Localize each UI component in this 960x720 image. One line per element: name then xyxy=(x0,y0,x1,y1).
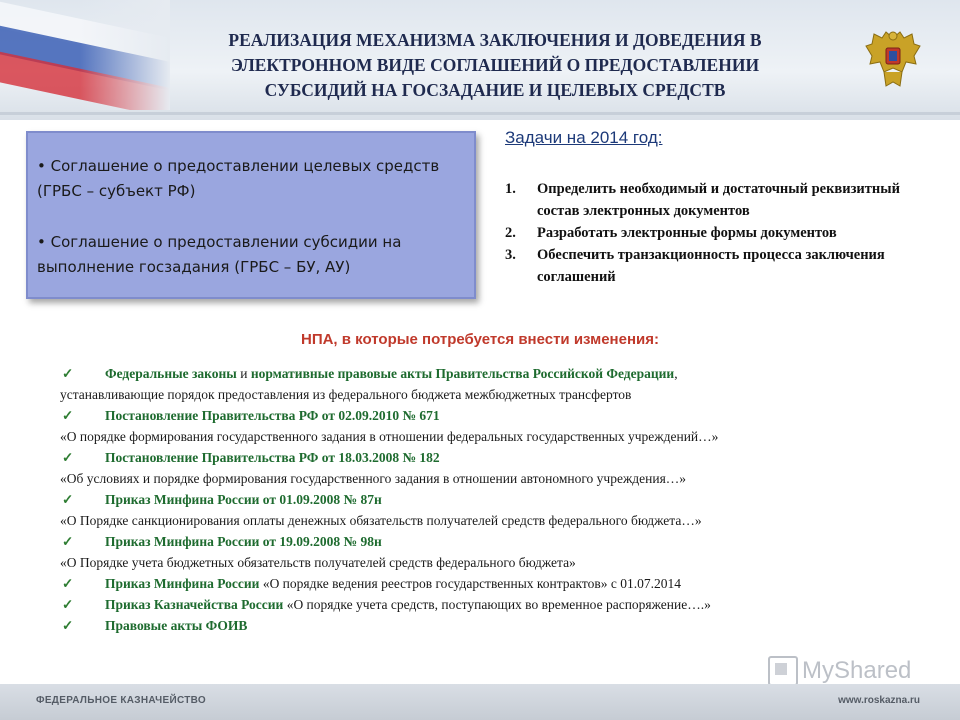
checkmark-icon: ✓ xyxy=(62,408,74,423)
act-title: Приказ Минфина России от 19.09.2008 № 98н xyxy=(105,534,382,549)
double-headed-eagle-emblem-icon xyxy=(864,28,922,90)
myshared-watermark xyxy=(768,656,911,686)
act-description: «О порядке формирования государственного задания в отношении федеральных государственных учреждений…» xyxy=(60,429,719,444)
act-description: устанавливающие порядок предоставления из федерального бюджета межбюджетных трансфертов xyxy=(60,387,632,402)
act-item xyxy=(60,573,920,594)
act-item xyxy=(60,531,920,552)
agreement-item-1: • Соглашение о предоставлении целевых средств (ГРБС – субъект РФ) xyxy=(37,157,440,200)
checkmark-icon: ✓ xyxy=(62,618,74,633)
footer-bar xyxy=(0,684,960,720)
task-item xyxy=(505,178,945,222)
tasks-list xyxy=(505,178,945,288)
act-item xyxy=(60,489,920,510)
act-title: Постановление Правительства РФ от 02.09.2010 № 671 xyxy=(105,408,440,423)
checkmark-icon: ✓ xyxy=(62,576,74,591)
checkmark-icon: ✓ xyxy=(62,597,74,612)
npa-heading: НПА, в которые потребуется внести изменения: xyxy=(300,331,659,348)
agreement-item-2: • Соглашение о предоставлении субсидии на выполнение госзадания (ГРБС – БУ, АУ) xyxy=(37,233,402,276)
footer-website-link[interactable]: www.roskazna.ru xyxy=(838,695,920,706)
act-item xyxy=(60,594,920,615)
task-text: Определить необходимый и достаточный реквизитный состав электронных документов xyxy=(537,181,900,219)
act-punct: , xyxy=(674,366,678,381)
header-banner xyxy=(0,0,960,120)
checkmark-icon: ✓ xyxy=(62,366,74,381)
russian-flag-decoration xyxy=(0,0,170,110)
page-title xyxy=(160,28,830,103)
act-title: Приказ Минфина России xyxy=(105,576,260,591)
act-description: «О Порядке учета бюджетных обязательств получателей средств федерального бюджета» xyxy=(60,555,576,570)
act-title: Правовые акты ФОИВ xyxy=(105,618,248,633)
task-item xyxy=(505,222,945,244)
agreements-box xyxy=(26,131,476,299)
watermark-logo-icon xyxy=(768,656,798,686)
task-number: 3. xyxy=(505,247,516,263)
tasks-heading: Задачи на 2014 год: xyxy=(505,128,663,147)
header-divider xyxy=(0,112,960,115)
legal-acts-list xyxy=(60,363,920,636)
task-number: 1. xyxy=(505,181,516,197)
checkmark-icon: ✓ xyxy=(62,534,74,549)
act-title: Приказ Минфина России от 01.09.2008 № 87н xyxy=(105,492,382,507)
title-line-1: РЕАЛИЗАЦИЯ МЕХАНИЗМА ЗАКЛЮЧЕНИЯ И ДОВЕДЕНИЯ В xyxy=(228,30,762,50)
task-item xyxy=(505,244,945,288)
task-text: Обеспечить транзакционность процесса заключения соглашений xyxy=(537,247,885,285)
act-connector: и xyxy=(236,366,251,381)
checkmark-icon: ✓ xyxy=(62,492,74,507)
title-line-3: СУБСИДИЙ НА ГОСЗАДАНИЕ И ЦЕЛЕВЫХ СРЕДСТВ xyxy=(264,80,726,100)
act-description: «О Порядке санкционирования оплаты денежных обязательств получателей средств федерального бюджета…» xyxy=(60,513,702,528)
act-title: Постановление Правительства РФ от 18.03.2008 № 182 xyxy=(105,450,440,465)
task-number: 2. xyxy=(505,225,516,241)
checkmark-icon: ✓ xyxy=(62,450,74,465)
title-line-2: ЭЛЕКТРОННОМ ВИДЕ СОГЛАШЕНИЙ О ПРЕДОСТАВЛЕНИИ xyxy=(230,55,760,75)
act-description: «Об условиях и порядке формирования государственного задания в отношении автономного учреждения…» xyxy=(60,471,687,486)
act-item xyxy=(60,405,920,426)
task-text: Разработать электронные формы документов xyxy=(537,225,837,241)
act-rest: «О порядке ведения реестров государственных контрактов» с 01.07.2014 xyxy=(259,576,682,591)
watermark-text: MyShared xyxy=(802,657,912,684)
act-title: нормативные правовые акты Правительства Российской Федерации xyxy=(250,366,675,381)
act-rest: «О порядке учета средств, поступающих во временное распоряжение….» xyxy=(283,597,711,612)
act-item xyxy=(60,447,920,468)
act-title: Федеральные законы xyxy=(105,366,237,381)
footer-org-name: ФЕДЕРАЛЬНОЕ КАЗНАЧЕЙСТВО xyxy=(36,695,206,706)
act-item xyxy=(60,615,920,636)
act-title: Приказ Казначейства России xyxy=(105,597,284,612)
act-item xyxy=(60,363,920,384)
